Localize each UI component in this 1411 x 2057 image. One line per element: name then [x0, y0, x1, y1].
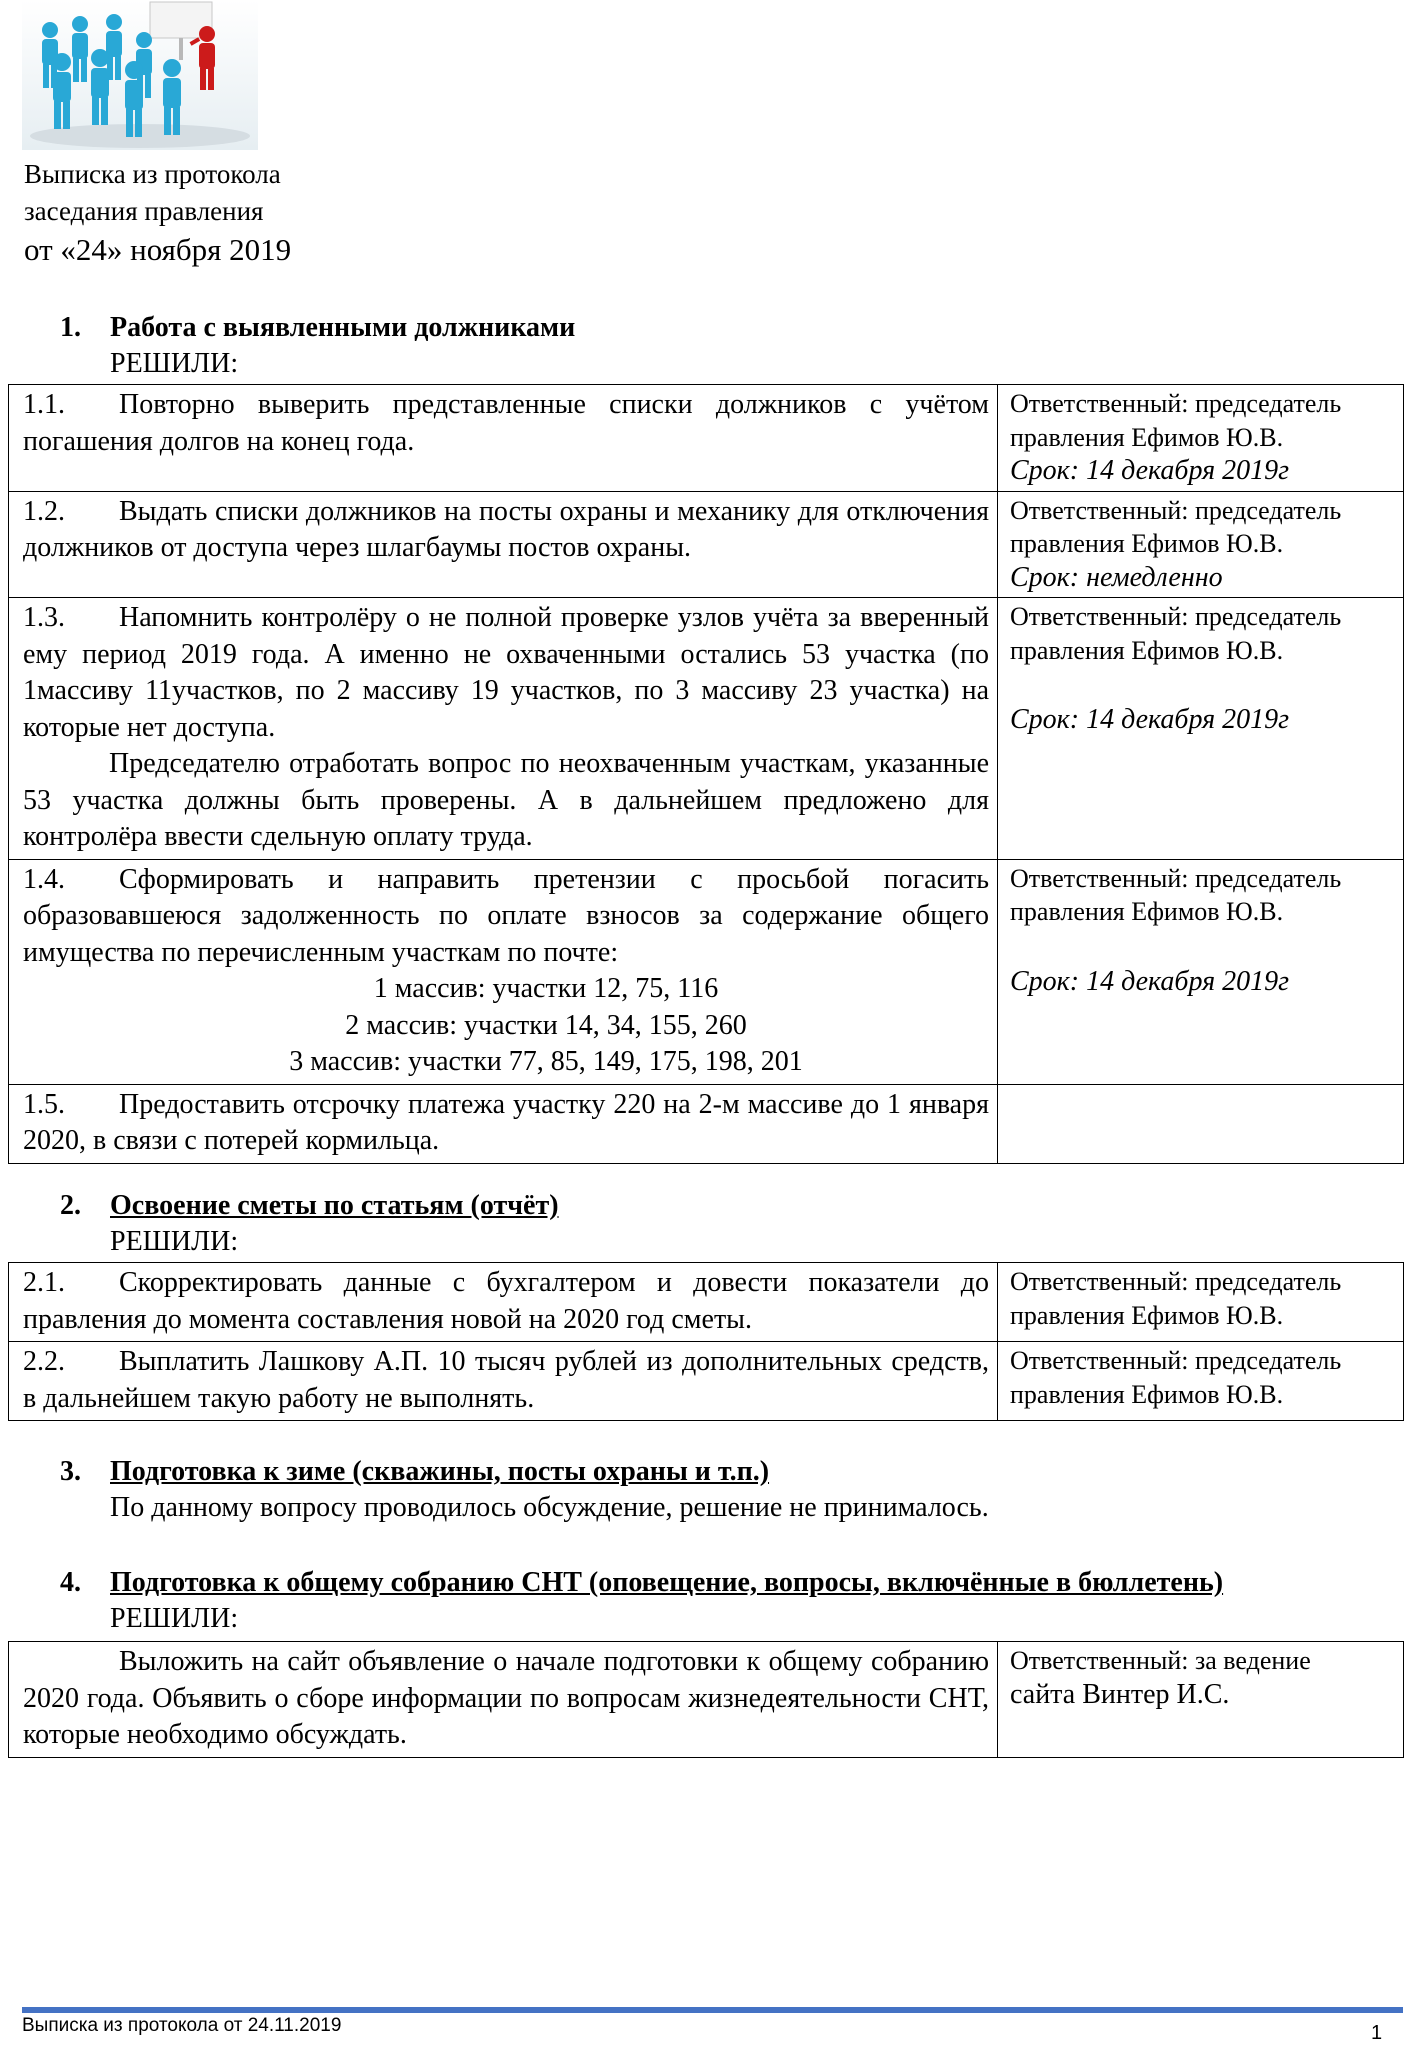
section-title: Работа с выявленными должниками: [110, 312, 576, 343]
row-number: 1.5.: [23, 1088, 65, 1120]
task-cell: [9, 385, 998, 492]
header-line-1: Выписка из протокола: [24, 159, 281, 189]
task-text: Выложить на сайт объявление о начале подготовки к общему собранию 2020 года. Объявить о сборе информации по вопросам жизнедеятельности СНТ, которые необходимо обсуждать.: [23, 1646, 989, 1750]
responsible-cell: [998, 1263, 1404, 1342]
responsible-cell: [998, 859, 1404, 1084]
decided-label: РЕШИЛИ:: [110, 1226, 239, 1257]
section-number: 2.: [60, 1190, 81, 1221]
row-number: 2.1.: [23, 1267, 65, 1298]
task-text-continued: Председателю отработать вопрос по неохваченным участкам, указанные 53 участка должны быть проверены. А в дальнейшем предложено для контролёра ввести сдельную оплату труда.: [23, 748, 989, 852]
list-item: 3 массив: участки 77, 85, 149, 175, 198, 201: [289, 1046, 803, 1077]
responsible-text-2: сайта Винтер И.С.: [1010, 1678, 1230, 1710]
task-text: Выплатить Лашкову А.П. 10 тысяч рублей из дополнительных средств, в дальнейшем такую работу не выполнять.: [23, 1346, 989, 1414]
responsible-text: Ответственный: председатель правления Ефимов Ю.В.: [1010, 863, 1342, 926]
table-row: [9, 1642, 1404, 1758]
task-cell: [9, 1084, 998, 1163]
responsible-text: Ответственный: председатель правления Ефимов Ю.В.: [1010, 602, 1342, 665]
responsible-cell-empty: [998, 1084, 1404, 1163]
decided-label: РЕШИЛИ:: [110, 348, 239, 379]
task-text: Повторно выверить представленные списки должников с учётом погашения долгов на конец года.: [23, 389, 989, 457]
responsible-cell: [998, 491, 1404, 598]
responsible-cell: [998, 1342, 1404, 1421]
document-header: [24, 156, 291, 270]
table-row: [9, 598, 1404, 860]
footer-divider: [22, 2007, 1403, 2013]
table-row: [9, 1084, 1404, 1163]
section-title: Освоение сметы по статьям (отчёт): [110, 1190, 559, 1221]
task-cell: [9, 1342, 998, 1421]
header-line-2: заседания правления: [24, 196, 264, 226]
row-number: 1.2.: [23, 495, 65, 527]
footer-text: Выписка из протокола от 24.11.2019: [22, 2015, 342, 2036]
row-number: 1.4.: [23, 863, 65, 895]
list-item: 1 массив: участки 12, 75, 116: [373, 973, 719, 1004]
table-row: [9, 491, 1404, 598]
list-item: 2 массив: участки 14, 34, 155, 260: [345, 1009, 747, 1041]
section-4-heading: [60, 1565, 1223, 1637]
deadline-text: Срок: 14 декабря 2019г: [1010, 455, 1290, 486]
section-2-table: [8, 1262, 1404, 1421]
task-text: Скорректировать данные с бухгалтером и довести показатели до правления до момента составления новой на 2020 год сметы.: [23, 1267, 989, 1335]
header-date: от «24» ноября 2019: [24, 232, 292, 267]
responsible-text: Ответственный: председатель правления Ефимов Ю.В.: [1010, 1346, 1342, 1409]
task-cell: [9, 859, 998, 1084]
task-text: Предоставить отсрочку платежа участку 220 на 2-м массиве до 1 января 2020, в связи с потерей кормильца.: [23, 1088, 989, 1156]
row-number: 1.3.: [23, 602, 65, 633]
section-1-heading: [60, 310, 575, 382]
section-number: 3.: [60, 1456, 81, 1487]
responsible-text: Ответственный: председатель правления Ефимов Ю.В.: [1010, 389, 1342, 452]
section-number: 1.: [60, 312, 81, 343]
deadline-text: Срок: 14 декабря 2019г: [1010, 704, 1290, 735]
section-2-heading: [60, 1188, 559, 1260]
decided-label: РЕШИЛИ:: [110, 1603, 239, 1634]
task-text: Выдать списки должников на посты охраны и механику для отключения должников от доступа через шлагбаумы постов охраны.: [23, 495, 989, 563]
responsible-cell: [998, 598, 1404, 860]
deadline-text: Срок: немедленно: [1010, 561, 1223, 593]
row-number: 2.2.: [23, 1346, 65, 1377]
responsible-cell: [998, 1642, 1404, 1758]
responsible-cell: [998, 385, 1404, 492]
task-cell: [9, 598, 998, 860]
section-3-heading: [60, 1454, 989, 1526]
deadline-text: Срок: 14 декабря 2019г: [1010, 965, 1290, 997]
section-title: Подготовка к общему собранию СНТ (оповещение, вопросы, включённые в бюллетень): [110, 1567, 1224, 1598]
table-row: [9, 859, 1404, 1084]
table-row: [9, 1342, 1404, 1421]
section-4-table: [8, 1641, 1404, 1758]
task-cell: [9, 1642, 998, 1758]
table-row: [9, 1263, 1404, 1342]
section-note: По данному вопросу проводилось обсуждение, решение не принималось.: [110, 1492, 989, 1523]
responsible-text: Ответственный: за ведение: [1010, 1646, 1311, 1675]
task-cell: [9, 491, 998, 598]
section-1-table: [8, 384, 1404, 1164]
responsible-text: Ответственный: председатель правления Ефимов Ю.В.: [1010, 495, 1342, 558]
people-group-logo-icon: [22, 0, 258, 150]
table-row: [9, 385, 1404, 492]
section-title: Подготовка к зиме (скважины, посты охраны и т.п.): [110, 1456, 770, 1487]
task-text: Сформировать и направить претензии с просьбой погасить образовавшеюся задолженность по оплате взносов за содержание общего имущества по перечисленным участкам по почте:: [23, 863, 989, 968]
task-cell: [9, 1263, 998, 1342]
responsible-text: Ответственный: председатель правления Ефимов Ю.В.: [1010, 1267, 1342, 1330]
row-number: 1.1.: [23, 389, 65, 420]
task-text: Напомнить контролёру о не полной проверке узлов учёта за вверенный ему период 2019 года. А именно не охваченными остались 53 участка (по 1массиву 11участков, по 2 массиву 19 участков, по 3 массиву 23 участка) на которые нет доступа.: [23, 602, 989, 743]
section-number: 4.: [60, 1567, 81, 1598]
page-number: 1: [1371, 2022, 1383, 2044]
